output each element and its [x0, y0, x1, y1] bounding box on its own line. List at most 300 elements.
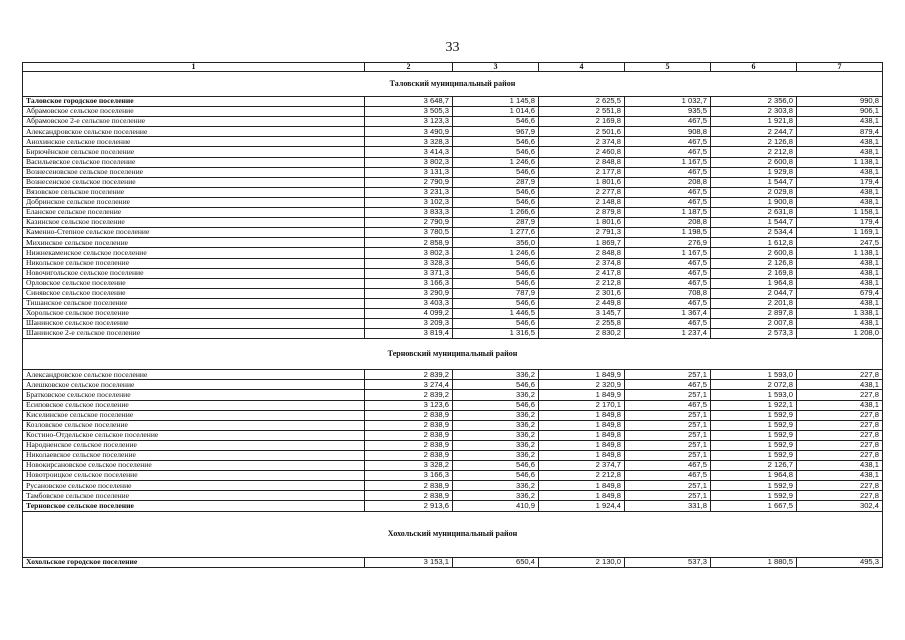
value-cell-col5: 208,8: [625, 177, 711, 187]
value-cell-col5: 208,8: [625, 218, 711, 228]
value-cell-col5: 467,5: [625, 268, 711, 278]
value-cell-col4: 1 849,8: [539, 410, 625, 420]
value-cell-col2: 3 490,9: [365, 127, 453, 137]
section-title: Хохольский муниципальный район: [23, 511, 883, 557]
table-row: [23, 208, 883, 218]
value-cell-col6: 2 126,8: [711, 137, 797, 147]
value-cell-col3: 336,2: [453, 390, 539, 400]
value-cell-col3: 650,4: [453, 557, 539, 567]
value-cell-col2: 3 833,3: [365, 208, 453, 218]
value-cell-col5: 467,5: [625, 319, 711, 329]
value-cell-col2: 2 838,9: [365, 410, 453, 420]
section-title: Таловский муниципальный район: [23, 72, 883, 97]
table-row: [23, 501, 883, 511]
value-cell-col2: 2 838,9: [365, 491, 453, 501]
settlement-name: Каменно-Степное сельское поселение: [23, 228, 365, 238]
value-cell-col7: 227,8: [797, 481, 883, 491]
value-cell-col4: 2 374,8: [539, 258, 625, 268]
value-cell-col3: 546,6: [453, 187, 539, 197]
settlement-name: Казинское сельское поселение: [23, 218, 365, 228]
section-title: Терновский муниципальный район: [23, 339, 883, 370]
value-cell-col7: 438,1: [797, 117, 883, 127]
value-cell-col6: 2 007,8: [711, 319, 797, 329]
value-cell-col5: 908,8: [625, 127, 711, 137]
value-cell-col4: 1 849,9: [539, 390, 625, 400]
value-cell-col3: 336,2: [453, 370, 539, 380]
value-cell-col2: 4 099,2: [365, 308, 453, 318]
value-cell-col7: 438,1: [797, 258, 883, 268]
value-cell-col3: 1 145,8: [453, 97, 539, 107]
value-cell-col4: 2 277,8: [539, 187, 625, 197]
value-cell-col7: 227,8: [797, 491, 883, 501]
value-cell-col2: 2 790,9: [365, 218, 453, 228]
value-cell-col5: 1 032,7: [625, 97, 711, 107]
value-cell-col5: 257,1: [625, 491, 711, 501]
value-cell-col7: 438,1: [797, 137, 883, 147]
value-cell-col3: 1 446,5: [453, 308, 539, 318]
value-cell-col7: 438,1: [797, 461, 883, 471]
value-cell-col5: 1 167,5: [625, 248, 711, 258]
value-cell-col2: 2 838,9: [365, 430, 453, 440]
table-row: [23, 248, 883, 258]
settlement-name: Братковское сельское поселение: [23, 390, 365, 400]
value-cell-col5: 1 187,5: [625, 208, 711, 218]
value-cell-col7: 438,1: [797, 268, 883, 278]
value-cell-col3: 546,6: [453, 117, 539, 127]
value-cell-col3: 336,2: [453, 420, 539, 430]
value-cell-col2: 3 802,3: [365, 157, 453, 167]
table-row: [23, 268, 883, 278]
settlement-name: Никольское сельское поселение: [23, 258, 365, 268]
value-cell-col4: 1 849,8: [539, 491, 625, 501]
value-cell-col7: 679,4: [797, 288, 883, 298]
value-cell-col2: 3 328,3: [365, 137, 453, 147]
value-cell-col7: 227,8: [797, 410, 883, 420]
value-cell-col5: 467,5: [625, 137, 711, 147]
value-cell-col3: 336,2: [453, 451, 539, 461]
value-cell-col4: 2 449,8: [539, 298, 625, 308]
value-cell-col6: 2 303,8: [711, 107, 797, 117]
value-cell-col2: 2 838,9: [365, 451, 453, 461]
table-row: [23, 218, 883, 228]
value-cell-col2: 3 290,9: [365, 288, 453, 298]
value-cell-col6: 1 880,5: [711, 557, 797, 567]
value-cell-col5: 935,5: [625, 107, 711, 117]
value-cell-col4: 2 320,9: [539, 380, 625, 390]
value-cell-col4: 2 374,7: [539, 461, 625, 471]
value-cell-col6: 1 964,8: [711, 471, 797, 481]
table-row: [23, 451, 883, 461]
settlement-name: Костино-Отдельское сельское поселение: [23, 430, 365, 440]
table-row: [23, 557, 883, 567]
value-cell-col2: 3 371,3: [365, 268, 453, 278]
column-number: 7: [797, 63, 883, 72]
value-cell-col6: 1 921,8: [711, 117, 797, 127]
value-cell-col7: 438,1: [797, 197, 883, 207]
value-cell-col3: 546,6: [453, 471, 539, 481]
value-cell-col6: 1 612,8: [711, 238, 797, 248]
table-row: [23, 228, 883, 238]
table-row: [23, 461, 883, 471]
value-cell-col6: 1 592,9: [711, 451, 797, 461]
value-cell-col6: 1 900,8: [711, 197, 797, 207]
value-cell-col3: 1 316,5: [453, 329, 539, 339]
value-cell-col5: 467,5: [625, 278, 711, 288]
value-cell-col6: 1 592,9: [711, 440, 797, 450]
value-cell-col4: 1 869,7: [539, 238, 625, 248]
value-cell-col4: 2 625,5: [539, 97, 625, 107]
settlement-name: Нижнекаменское сельское поселение: [23, 248, 365, 258]
value-cell-col6: 1 592,9: [711, 410, 797, 420]
table-body: [23, 63, 883, 568]
value-cell-col2: 2 839,2: [365, 390, 453, 400]
value-cell-col7: 438,1: [797, 400, 883, 410]
value-cell-col6: 2 029,8: [711, 187, 797, 197]
table-row: [23, 298, 883, 308]
value-cell-col2: 3 328,2: [365, 461, 453, 471]
value-cell-col6: 2 356,0: [711, 97, 797, 107]
settlement-name: Абрамовское сельское поселение: [23, 107, 365, 117]
table-row: [23, 410, 883, 420]
section-header-row: [23, 339, 883, 370]
table-row: [23, 288, 883, 298]
settlement-name: Народненское сельское поселение: [23, 440, 365, 450]
value-cell-col3: 336,2: [453, 491, 539, 501]
value-cell-col4: 2 551,8: [539, 107, 625, 117]
table-row: [23, 430, 883, 440]
value-cell-col5: 467,5: [625, 187, 711, 197]
value-cell-col7: 1 169,1: [797, 228, 883, 238]
value-cell-col2: 3 209,3: [365, 319, 453, 329]
table-row: [23, 329, 883, 339]
value-cell-col7: 438,1: [797, 278, 883, 288]
settlement-name: Вязовское сельское поселение: [23, 187, 365, 197]
value-cell-col2: 3 802,3: [365, 248, 453, 258]
value-cell-col6: 1 929,8: [711, 167, 797, 177]
settlement-name: Анохинское сельское поселение: [23, 137, 365, 147]
value-cell-col3: 287,9: [453, 177, 539, 187]
value-cell-col2: 2 913,6: [365, 501, 453, 511]
settlement-name: Хорольское сельское поселение: [23, 308, 365, 318]
value-cell-col6: 1 592,9: [711, 491, 797, 501]
value-cell-col7: 879,4: [797, 127, 883, 137]
value-cell-col5: 467,5: [625, 298, 711, 308]
settlement-name: Михинское сельское поселение: [23, 238, 365, 248]
value-cell-col6: 1 592,9: [711, 481, 797, 491]
value-cell-col2: 3 131,3: [365, 167, 453, 177]
value-cell-col4: 1 801,6: [539, 177, 625, 187]
section-header-row: [23, 511, 883, 557]
value-cell-col7: 990,8: [797, 97, 883, 107]
column-number: 3: [453, 63, 539, 72]
value-cell-col7: 438,1: [797, 187, 883, 197]
value-cell-col7: 1 138,1: [797, 248, 883, 258]
value-cell-col7: 179,4: [797, 218, 883, 228]
value-cell-col7: 906,1: [797, 107, 883, 117]
value-cell-col4: 1 924,4: [539, 501, 625, 511]
settlement-name: Орловское сельское поселение: [23, 278, 365, 288]
value-cell-col2: 3 414,3: [365, 147, 453, 157]
value-cell-col7: 302,4: [797, 501, 883, 511]
value-cell-col5: 1 237,4: [625, 329, 711, 339]
value-cell-col3: 546,6: [453, 147, 539, 157]
value-cell-col5: 257,1: [625, 390, 711, 400]
value-cell-col5: 1 167,5: [625, 157, 711, 167]
value-cell-col7: 438,1: [797, 147, 883, 157]
table-row: [23, 197, 883, 207]
settlement-name: Николаевское сельское поселение: [23, 451, 365, 461]
value-cell-col4: 2 848,8: [539, 157, 625, 167]
value-cell-col3: 1 277,6: [453, 228, 539, 238]
settlement-name: Бирючёнское сельское поселение: [23, 147, 365, 157]
settlement-name: Александровское сельское поселение: [23, 127, 365, 137]
settlement-name: Шанинское сельское поселение: [23, 319, 365, 329]
value-cell-col5: 257,1: [625, 410, 711, 420]
value-cell-col4: 1 849,9: [539, 370, 625, 380]
value-cell-col7: 247,5: [797, 238, 883, 248]
value-cell-col3: 546,6: [453, 319, 539, 329]
column-number: 4: [539, 63, 625, 72]
settlement-name: Терновское сельское поселение: [23, 501, 365, 511]
settlement-name: Шанинское 2-е сельское поселение: [23, 329, 365, 339]
value-cell-col6: 1 544,7: [711, 218, 797, 228]
value-cell-col2: 3 166,3: [365, 471, 453, 481]
value-cell-col7: 227,8: [797, 451, 883, 461]
table-row: [23, 167, 883, 177]
value-cell-col5: 1 198,5: [625, 228, 711, 238]
value-cell-col3: 546,6: [453, 380, 539, 390]
table-row: [23, 177, 883, 187]
section-header-row: [23, 72, 883, 97]
value-cell-col4: 1 849,8: [539, 451, 625, 461]
value-cell-col4: 1 849,8: [539, 420, 625, 430]
value-cell-col4: 2 212,8: [539, 278, 625, 288]
value-cell-col5: 1 367,4: [625, 308, 711, 318]
value-cell-col6: 1 667,5: [711, 501, 797, 511]
table-row: [23, 481, 883, 491]
settlement-name: Русановское сельское поселение: [23, 481, 365, 491]
value-cell-col2: 3 231,3: [365, 187, 453, 197]
value-cell-col3: 336,2: [453, 410, 539, 420]
value-cell-col3: 336,2: [453, 481, 539, 491]
settlement-name: Новотроицкое сельское поселение: [23, 471, 365, 481]
value-cell-col5: 467,5: [625, 117, 711, 127]
settlement-name: Еланское сельское поселение: [23, 208, 365, 218]
value-cell-col7: 1 138,1: [797, 157, 883, 167]
value-cell-col3: 1 014,6: [453, 107, 539, 117]
value-cell-col4: 2 501,6: [539, 127, 625, 137]
value-cell-col7: 438,1: [797, 319, 883, 329]
settlement-name: Алешковское сельское поселение: [23, 380, 365, 390]
value-cell-col2: 2 858,9: [365, 238, 453, 248]
value-cell-col3: 546,6: [453, 461, 539, 471]
value-cell-col6: 2 631,8: [711, 208, 797, 218]
settlement-name: Тишанское сельское поселение: [23, 298, 365, 308]
table-row: [23, 137, 883, 147]
settlement-name: Тамбовское сельское поселение: [23, 491, 365, 501]
value-cell-col4: 1 849,8: [539, 440, 625, 450]
settlement-name: Вознесенское сельское поселение: [23, 177, 365, 187]
value-cell-col4: 2 130,0: [539, 557, 625, 567]
value-cell-col5: 257,1: [625, 370, 711, 380]
value-cell-col4: 1 801,6: [539, 218, 625, 228]
value-cell-col3: 336,2: [453, 440, 539, 450]
value-cell-col6: 1 544,7: [711, 177, 797, 187]
value-cell-col2: 3 328,3: [365, 258, 453, 268]
value-cell-col3: 787,9: [453, 288, 539, 298]
value-cell-col7: 227,8: [797, 370, 883, 380]
settlement-name: Есиповское сельское поселение: [23, 400, 365, 410]
value-cell-col7: 179,4: [797, 177, 883, 187]
table-row: [23, 97, 883, 107]
table-row: [23, 440, 883, 450]
column-number: 5: [625, 63, 711, 72]
value-cell-col5: 467,5: [625, 380, 711, 390]
value-cell-col7: 1 338,1: [797, 308, 883, 318]
value-cell-col6: 2 044,7: [711, 288, 797, 298]
value-cell-col2: 3 123,3: [365, 117, 453, 127]
value-cell-col3: 356,0: [453, 238, 539, 248]
value-cell-col5: 257,1: [625, 451, 711, 461]
table-row: [23, 117, 883, 127]
value-cell-col7: 1 208,0: [797, 329, 883, 339]
value-cell-col7: 438,1: [797, 298, 883, 308]
value-cell-col6: 2 126,8: [711, 258, 797, 268]
table-row: [23, 147, 883, 157]
value-cell-col5: 257,1: [625, 440, 711, 450]
table-row: [23, 258, 883, 268]
value-cell-col5: 708,8: [625, 288, 711, 298]
table-row: [23, 157, 883, 167]
value-cell-col3: 1 246,6: [453, 157, 539, 167]
value-cell-col3: 546,6: [453, 278, 539, 288]
value-cell-col6: 2 897,8: [711, 308, 797, 318]
table-row: [23, 107, 883, 117]
value-cell-col2: 3 648,7: [365, 97, 453, 107]
value-cell-col4: 2 177,8: [539, 167, 625, 177]
table-row: [23, 319, 883, 329]
value-cell-col4: 2 879,8: [539, 208, 625, 218]
settlement-name: Васильевское сельское поселение: [23, 157, 365, 167]
value-cell-col6: 1 592,9: [711, 430, 797, 440]
value-cell-col2: 3 166,3: [365, 278, 453, 288]
column-number: 6: [711, 63, 797, 72]
value-cell-col6: 2 244,7: [711, 127, 797, 137]
table-row: [23, 370, 883, 380]
table-row: [23, 238, 883, 248]
value-cell-col6: 2 212,8: [711, 147, 797, 157]
value-cell-col2: 2 839,2: [365, 370, 453, 380]
value-cell-col7: 227,8: [797, 420, 883, 430]
settlement-name: Добринское сельское поселение: [23, 197, 365, 207]
value-cell-col4: 2 830,2: [539, 329, 625, 339]
value-cell-col5: 467,5: [625, 197, 711, 207]
value-cell-col6: 2 126,7: [711, 461, 797, 471]
value-cell-col5: 467,5: [625, 461, 711, 471]
value-cell-col2: 3 153,1: [365, 557, 453, 567]
table-row: [23, 380, 883, 390]
value-cell-col2: 2 790,9: [365, 177, 453, 187]
value-cell-col5: 257,1: [625, 430, 711, 440]
value-cell-col3: 546,6: [453, 137, 539, 147]
value-cell-col7: 438,1: [797, 471, 883, 481]
value-cell-col3: 410,9: [453, 501, 539, 511]
settlement-name: Таловское городское поселение: [23, 97, 365, 107]
value-cell-col4: 2 255,8: [539, 319, 625, 329]
value-cell-col6: 1 964,8: [711, 278, 797, 288]
value-cell-col7: 227,8: [797, 390, 883, 400]
value-cell-col3: 336,2: [453, 430, 539, 440]
column-number: 1: [23, 63, 365, 72]
value-cell-col3: 287,9: [453, 218, 539, 228]
table-row: [23, 390, 883, 400]
value-cell-col2: 3 102,3: [365, 197, 453, 207]
value-cell-col3: 546,6: [453, 298, 539, 308]
value-cell-col7: 438,1: [797, 380, 883, 390]
table-row: [23, 278, 883, 288]
value-cell-col4: 2 301,6: [539, 288, 625, 298]
settlement-name: Новочигольское сельское поселение: [23, 268, 365, 278]
value-cell-col3: 546,6: [453, 258, 539, 268]
value-cell-col6: 2 169,8: [711, 268, 797, 278]
settlement-name: Новокирсановское сельское поселение: [23, 461, 365, 471]
value-cell-col5: 331,8: [625, 501, 711, 511]
value-cell-col5: 467,5: [625, 167, 711, 177]
value-cell-col2: 3 819,4: [365, 329, 453, 339]
value-cell-col7: 227,8: [797, 440, 883, 450]
value-cell-col6: 1 593,0: [711, 370, 797, 380]
page-number: 33: [445, 40, 460, 55]
table-row: [23, 127, 883, 137]
settlement-name: Синявское сельское поселение: [23, 288, 365, 298]
value-cell-col4: 2 848,8: [539, 248, 625, 258]
value-cell-col3: 546,6: [453, 268, 539, 278]
value-cell-col7: 227,8: [797, 430, 883, 440]
value-cell-col5: 257,1: [625, 481, 711, 491]
value-cell-col4: 2 212,8: [539, 471, 625, 481]
value-cell-col5: 257,1: [625, 420, 711, 430]
value-cell-col3: 1 266,6: [453, 208, 539, 218]
value-cell-col2: 3 274,4: [365, 380, 453, 390]
value-cell-col4: 2 374,8: [539, 137, 625, 147]
settlement-name: Хохольское городское поселение: [23, 557, 365, 567]
value-cell-col2: 2 838,9: [365, 420, 453, 430]
value-cell-col4: 2 170,1: [539, 400, 625, 410]
column-number: 2: [365, 63, 453, 72]
value-cell-col7: 1 158,1: [797, 208, 883, 218]
value-cell-col5: 537,3: [625, 557, 711, 567]
value-cell-col6: 2 534,4: [711, 228, 797, 238]
value-cell-col5: 467,5: [625, 147, 711, 157]
value-cell-col4: 1 849,8: [539, 430, 625, 440]
table-row: [23, 187, 883, 197]
value-cell-col3: 546,6: [453, 197, 539, 207]
value-cell-col5: 467,5: [625, 471, 711, 481]
value-cell-col6: 2 600,8: [711, 248, 797, 258]
value-cell-col4: 3 145,7: [539, 308, 625, 318]
table-row: [23, 308, 883, 318]
value-cell-col6: 2 600,8: [711, 157, 797, 167]
value-cell-col6: 1 922,1: [711, 400, 797, 410]
value-cell-col2: 2 838,9: [365, 481, 453, 491]
value-cell-col6: 1 593,0: [711, 390, 797, 400]
value-cell-col5: 276,9: [625, 238, 711, 248]
value-cell-col3: 1 246,6: [453, 248, 539, 258]
settlement-name: Александровское сельское поселение: [23, 370, 365, 380]
value-cell-col2: 3 780,5: [365, 228, 453, 238]
value-cell-col5: 467,5: [625, 258, 711, 268]
value-cell-col3: 546,6: [453, 400, 539, 410]
